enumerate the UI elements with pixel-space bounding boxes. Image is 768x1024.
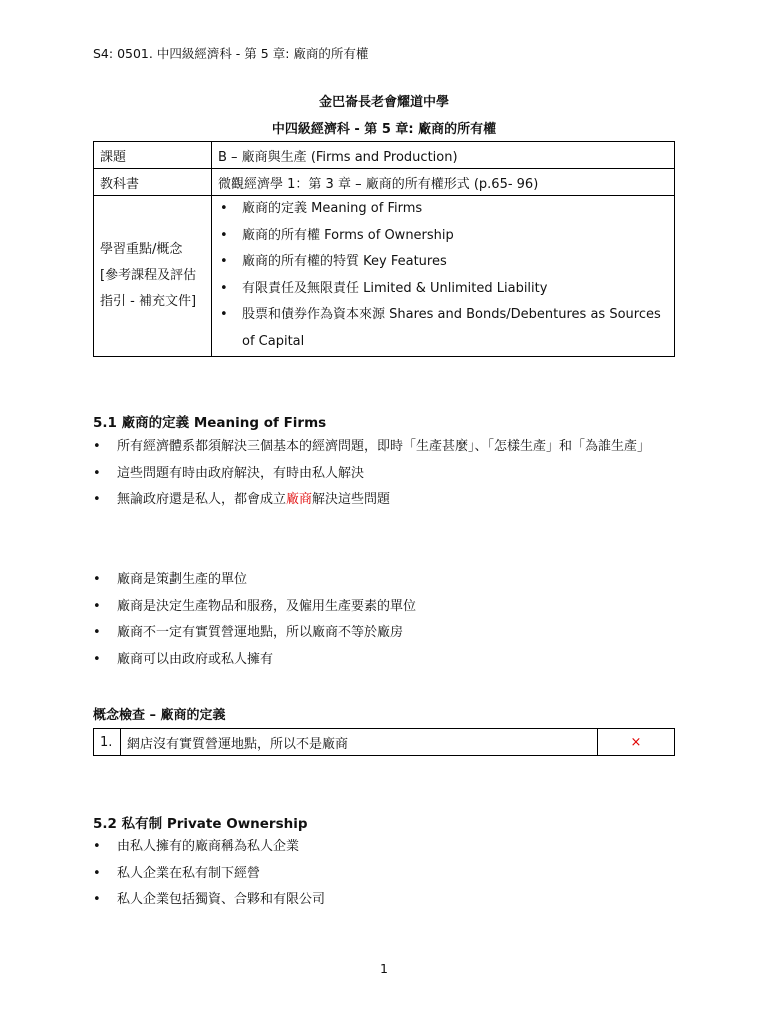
list-item: • 私人企業在私有制下經營 xyxy=(93,861,675,888)
list-item: • 廠商不一定有實質營運地點，所以廠商不等於廠房 xyxy=(93,620,675,647)
list-item: • 廠商的所有權 Forms of Ownership xyxy=(242,223,668,250)
school-title: 金巴崙長老會耀道中學 xyxy=(318,95,449,110)
table-row xyxy=(94,196,675,357)
section-1-list-b xyxy=(93,567,675,673)
section-1-heading: 5.1 廠商的定義 Meaning of Firms xyxy=(93,415,327,431)
textbook-value: 微觀經濟學 1：第 3 章 – 廠商的所有權形式 (p.65- 96) xyxy=(212,169,675,196)
section-2-heading: 5.2 私有制 Private Ownership xyxy=(93,816,308,832)
textbook-label: 教科書 xyxy=(94,169,212,196)
answer-mark: × xyxy=(598,729,675,756)
list-item xyxy=(93,487,675,514)
focus-label xyxy=(94,196,212,357)
focus-label-line: 指引 - 補充文件] xyxy=(100,293,197,309)
list-item: • 有限責任及無限責任 Limited & Unlimited Liability xyxy=(242,276,668,303)
chapter-title: 中四級經濟科 - 第 5 章: 廠商的所有權 xyxy=(271,122,497,137)
list-item: • 私人企業包括獨資、合夥和有限公司 xyxy=(93,887,675,914)
focus-list xyxy=(218,196,668,356)
running-header: S4: 0501. 中四級經濟科 - 第 5 章: 廠商的所有權 xyxy=(93,46,369,61)
info-table xyxy=(93,141,675,357)
question-number: 1. xyxy=(94,729,121,756)
topic-value: B – 廠商與生產 (Firms and Production) xyxy=(212,142,675,169)
topic-label: 課題 xyxy=(94,142,212,169)
table-row xyxy=(94,142,675,169)
bullet-text: 解決這些問題 xyxy=(312,492,391,508)
table-row xyxy=(94,729,675,756)
list-item: • 這些問題有時由政府解決，有時由私人解決 xyxy=(93,461,675,488)
list-item: • 廠商是決定生產物品和服務，及僱用生產要素的單位 xyxy=(93,594,675,621)
table-row xyxy=(94,169,675,196)
focus-label-line: [參考課程及評估 xyxy=(100,267,197,283)
focus-label-line: 學習重點/概念 xyxy=(100,241,183,257)
list-item: • 股票和債券作為資本來源 Shares and Bonds/Debentures as Sources of Capital xyxy=(242,302,668,355)
list-item: • 由私人擁有的廠商稱為私人企業 xyxy=(93,834,675,861)
list-item: • 廠商可以由政府或私人擁有 xyxy=(93,647,675,674)
section-1-list-a xyxy=(93,434,675,514)
page-number: 1 xyxy=(380,961,388,976)
question-statement: 網店沒有實質營運地點，所以不是廠商 xyxy=(121,729,598,756)
section-2-list xyxy=(93,834,675,914)
focus-items-cell xyxy=(212,196,675,357)
bullet-text: 無論政府還是私人，都會成立 xyxy=(117,492,287,508)
highlight-term: 廠商 xyxy=(286,492,313,508)
list-item: • 廠商是策劃生產的單位 xyxy=(93,567,675,594)
concept-check-title: 概念檢查 – 廠商的定義 xyxy=(93,708,226,723)
list-item: • 廠商的定義 Meaning of Firms xyxy=(242,196,668,223)
list-item: • 所有經濟體系都須解決三個基本的經濟問題，即時「生產甚麼」、「怎樣生產」和「為誰生產」 xyxy=(93,434,675,461)
list-item: • 廠商的所有權的特質 Key Features xyxy=(242,249,668,276)
concept-check-table xyxy=(93,728,675,756)
